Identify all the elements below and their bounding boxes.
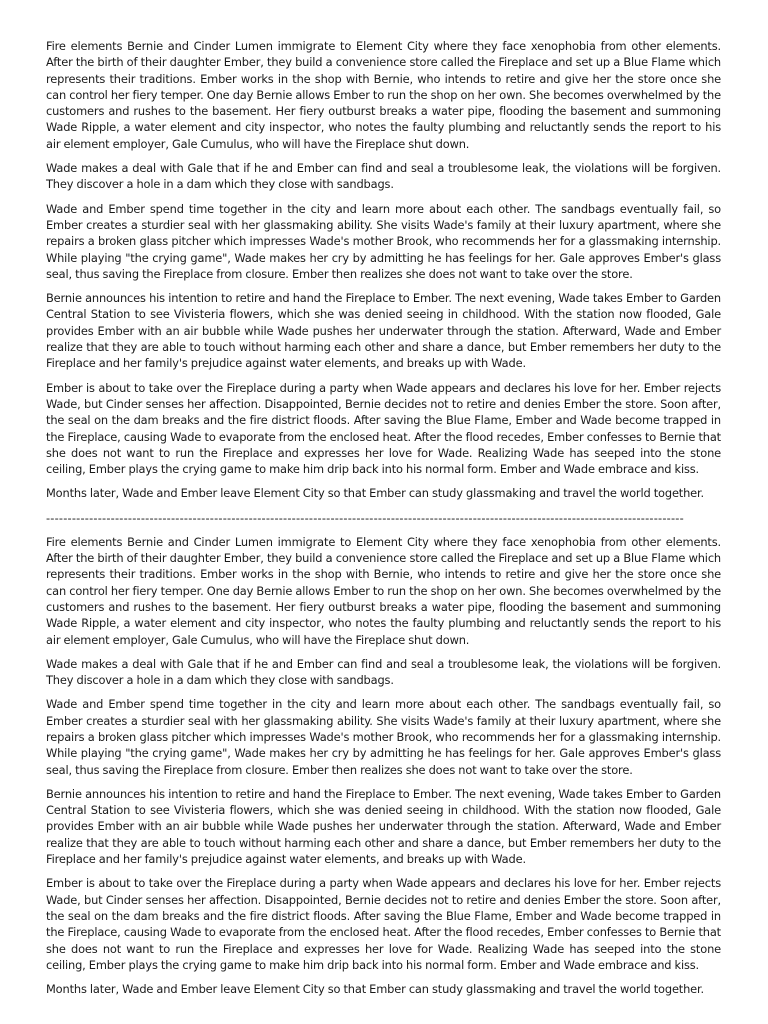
paragraph-retirement: Bernie announces his intention to retire and hand the Fireplace to Ember. The next evening, Wade takes Ember to Garden Central Station to see Vivisteria flowers, which she was denied seeing in childhood. With the station now flooded, Gale provides Ember with an air bubble while Wade pushes her underwater through the station. Afterward, Wade and Ember realize that they are able to touch without harming each other and share a dance, but Ember remembers her duty to the Fireplace and her family's prejudice against water elements, and breaks up with Wade. bbox=[46, 291, 721, 371]
paragraph-deal-with-gale: Wade makes a deal with Gale that if he and Ember can find and seal a troublesome leak, the violations will be forgiven. They discover a hole in a dam which they close with sandbags. bbox=[46, 656, 721, 688]
paragraph-epilogue: Months later, Wade and Ember leave Element City so that Ember can study glassmaking and travel the world together. bbox=[46, 486, 705, 501]
dashed-divider: ---------------------------------------------------------------------------------------------------------------------------------------------------- bbox=[46, 510, 684, 525]
document-section-2 bbox=[46, 534, 721, 998]
paragraph-plot-intro: Fire elements Bernie and Cinder Lumen immigrate to Element City where they face xenophobia from other elements. After the birth of their daughter Ember, they build a convenience store called the Fireplace and set up a Blue Flame which represents their traditions. Ember works in the shop with Bernie, who intends to retire and give her the store once she can control her fiery temper. One day Bernie allows Ember to run the shop on her own. She becomes overwhelmed by the customers and rushes to the basement. Her fiery outburst breaks a water pipe, flooding the basement and summoning Wade Ripple, a water element and city inspector, who notes the faulty plumbing and reluctantly sends the report to his air element employer, Gale Cumulus, who will have the Fireplace shut down. bbox=[46, 534, 721, 647]
paragraph-plot-intro: Fire elements Bernie and Cinder Lumen immigrate to Element City where they face xenophobia from other elements. After the birth of their daughter Ember, they build a convenience store called the Fireplace and set up a Blue Flame which represents their traditions. Ember works in the shop with Bernie, who intends to retire and give her the store once she can control her fiery temper. One day Bernie allows Ember to run the shop on her own. She becomes overwhelmed by the customers and rushes to the basement. Her fiery outburst breaks a water pipe, flooding the basement and summoning Wade Ripple, a water element and city inspector, who notes the faulty plumbing and reluctantly sends the report to his air element employer, Gale Cumulus, who will have the Fireplace shut down. bbox=[46, 39, 721, 151]
paragraph-climax: Ember is about to take over the Fireplace during a party when Wade appears and declares his love for her. Ember rejects Wade, but Cinder senses her affection. Disappointed, Bernie decides not to retire and denies Ember the store. Soon after, the seal on the dam breaks and the fire district floods. After saving the Blue Flame, Ember and Wade become trapped in the Fireplace, causing Wade to evaporate from the enclosed heat. After the flood recedes, Ember confesses to Bernie that she does not want to run the Fireplace and expresses her love for Wade. Realizing Wade has seeped into the stone ceiling, Ember plays the crying game to make him drip back into his normal form. Ember and Wade embrace and kiss. bbox=[46, 380, 721, 477]
paragraph-climax: Ember is about to take over the Fireplace during a party when Wade appears and declares his love for her. Ember rejects Wade, but Cinder senses her affection. Disappointed, Bernie decides not to retire and denies Ember the store. Soon after, the seal on the dam breaks and the fire district floods. After saving the Blue Flame, Ember and Wade become trapped in the Fireplace, causing Wade to evaporate from the enclosed heat. After the flood recedes, Ember confesses to Bernie that she does not want to run the Fireplace and expresses her love for Wade. Realizing Wade has seeped into the stone ceiling, Ember plays the crying game to make him drip back into his normal form. Ember and Wade embrace and kiss. bbox=[46, 876, 721, 972]
document-section-1 bbox=[46, 38, 721, 502]
document-page bbox=[46, 38, 721, 1005]
paragraph-retirement: Bernie announces his intention to retire and hand the Fireplace to Ember. The next evening, Wade takes Ember to Garden Central Station to see Vivisteria flowers, which she was denied seeing in childhood. With the station now flooded, Gale provides Ember with an air bubble while Wade pushes her underwater through the station. Afterward, Wade and Ember realize that they are able to touch without harming each other and share a dance, but Ember remembers her duty to the Fireplace and her family's prejudice against water elements, and breaks up with Wade. bbox=[46, 786, 721, 867]
paragraph-time-together: Wade and Ember spend time together in the city and learn more about each other. The sandbags eventually fail, so Ember creates a sturdier seal with her glassmaking ability. She visits Wade's family at their luxury apartment, where she repairs a broken glass pitcher which impresses Wade's mother Brook, who recommends her for a glassmaking internship. While playing "the crying game", Wade makes her cry by admitting he has feelings for her. Gale approves Ember's glass seal, thus saving the Fireplace from closure. Ember then realizes she does not want to take over the store. bbox=[46, 201, 721, 281]
paragraph-time-together: Wade and Ember spend time together in the city and learn more about each other. The sandbags eventually fail, so Ember creates a sturdier seal with her glassmaking ability. She visits Wade's family at their luxury apartment, where she repairs a broken glass pitcher which impresses Wade's mother Brook, who recommends her for a glassmaking internship. While playing "the crying game", Wade makes her cry by admitting he has feelings for her. Gale approves Ember's glass seal, thus saving the Fireplace from closure. Ember then realizes she does not want to take over the store. bbox=[46, 697, 721, 777]
paragraph-epilogue: Months later, Wade and Ember leave Element City so that Ember can study glassmaking and travel the world together. bbox=[46, 982, 705, 997]
paragraph-deal-with-gale: Wade makes a deal with Gale that if he and Ember can find and seal a troublesome leak, the violations will be forgiven. They discover a hole in a dam which they close with sandbags. bbox=[46, 161, 721, 192]
